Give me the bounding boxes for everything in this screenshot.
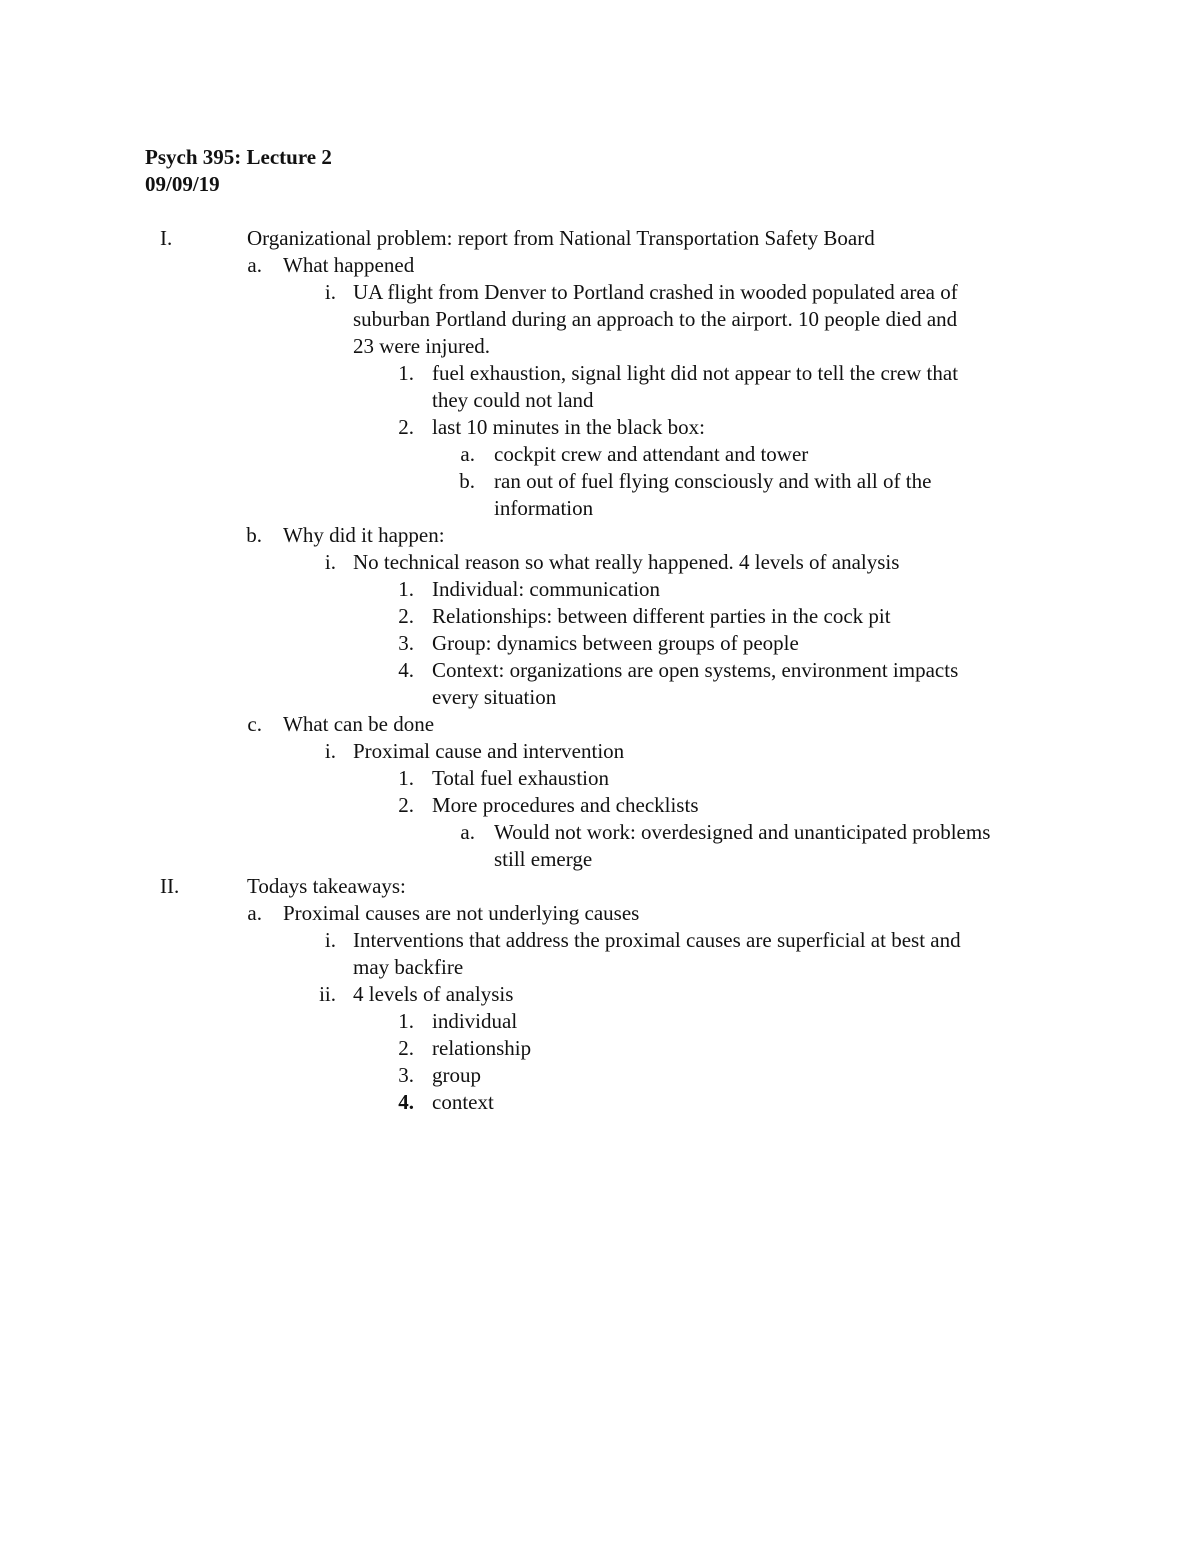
s1-c-i-n2-text: More procedures and checklists [432, 793, 699, 817]
s2-a-ii-item-3-text: group [432, 1063, 481, 1087]
s2-a-i-line-1: Interventions that address the proximal causes are superficial at best and [353, 928, 961, 952]
s1-a-i-n2-b-marker: b. [459, 469, 475, 493]
s1-a-i-n2-b-line-1: ran out of fuel flying consciously and with all of the [494, 469, 932, 493]
s1-b-i-item-1-text: Individual: communication [432, 577, 661, 601]
s1-b-label: Why did it happen: [283, 523, 445, 547]
s1-b-i-item-4-cont: every situation [432, 685, 557, 709]
s1-b-marker: b. [246, 523, 262, 547]
s1-b-i-item-3-marker: 3. [398, 631, 414, 655]
s2-a-ii-item-2-text: relationship [432, 1036, 532, 1060]
s1-a-i-line-3: 23 were injured. [353, 334, 491, 358]
s1-a-i-line-1: UA flight from Denver to Portland crashed in wooded populated area of [353, 280, 958, 304]
section-2-marker: II. [160, 874, 180, 898]
s1-c-marker: c. [247, 712, 262, 736]
s1-a-i-n2-label: last 10 minutes in the black box: [432, 415, 705, 439]
s2-a-ii-item-3-marker: 3. [398, 1063, 414, 1087]
document-title: Psych 395: Lecture 2 [145, 145, 332, 169]
s1-b-i-label: No technical reason so what really happened. 4 levels of analysis [353, 550, 900, 574]
s1-a-marker: a. [247, 253, 262, 277]
s1-b-i-item-4-text: Context: organizations are open systems, environment impacts [432, 658, 959, 682]
s2-a-label: Proximal causes are not underlying causes [283, 901, 640, 925]
s2-a-marker: a. [247, 901, 262, 925]
s1-c-i-n2-a-line-1: Would not work: overdesigned and unanticipated problems [494, 820, 991, 844]
s2-a-ii-item-1-text: individual [432, 1009, 518, 1033]
s1-a-i-n2-marker: 2. [398, 415, 414, 439]
section-1-heading: Organizational problem: report from National Transportation Safety Board [247, 226, 875, 250]
s1-c-i-label: Proximal cause and intervention [353, 739, 625, 763]
s1-c-i-n1-marker: 1. [398, 766, 414, 790]
section-1-marker: I. [160, 226, 173, 250]
s2-a-i-marker: i. [324, 928, 336, 952]
document-date: 09/09/19 [145, 172, 220, 196]
s1-c-i-marker: i. [324, 739, 336, 763]
s1-b-i-item-3-text: Group: dynamics between groups of people [432, 631, 799, 655]
s1-b-i-item-4-marker: 4. [398, 658, 414, 682]
s1-b-i-item-2-text: Relationships: between different parties in the cock pit [432, 604, 891, 628]
s1-c-label: What can be done [283, 712, 435, 736]
s1-a-i-n1-marker: 1. [398, 361, 414, 385]
s1-b-i-marker: i. [324, 550, 336, 574]
section-2-heading: Todays takeaways: [247, 874, 406, 898]
s1-c-i-n2-a-marker: a. [460, 820, 475, 844]
s2-a-i-line-2: may backfire [353, 955, 464, 979]
s1-a-i-marker: i. [324, 280, 336, 304]
s1-b-i-item-2-marker: 2. [398, 604, 414, 628]
s1-a-i-n2-a-label: cockpit crew and attendant and tower [494, 442, 809, 466]
s1-b-i-item-1-marker: 1. [398, 577, 414, 601]
s2-a-ii-marker: ii. [319, 982, 336, 1006]
s1-a-i-n1-line-2: they could not land [432, 388, 594, 412]
s1-c-i-n1-text: Total fuel exhaustion [432, 766, 609, 790]
s2-a-ii-item-1-marker: 1. [398, 1009, 414, 1033]
s1-a-i-line-2: suburban Portland during an approach to the airport. 10 people died and [353, 307, 958, 331]
s2-a-ii-item-2-marker: 2. [398, 1036, 414, 1060]
s1-a-i-n2-b-line-2: information [494, 496, 594, 520]
s1-c-i-n2-marker: 2. [398, 793, 414, 817]
s1-a-i-n2-a-marker: a. [460, 442, 475, 466]
s1-a-i-n1-line-1: fuel exhaustion, signal light did not appear to tell the crew that [432, 361, 959, 385]
s2-a-ii-item-4-marker: 4. [398, 1090, 414, 1114]
s1-a-label: What happened [283, 253, 415, 277]
s2-a-ii-label: 4 levels of analysis [353, 982, 514, 1006]
s1-c-i-n2-a-line-2: still emerge [494, 847, 593, 871]
s2-a-ii-item-4-text: context [432, 1090, 494, 1114]
